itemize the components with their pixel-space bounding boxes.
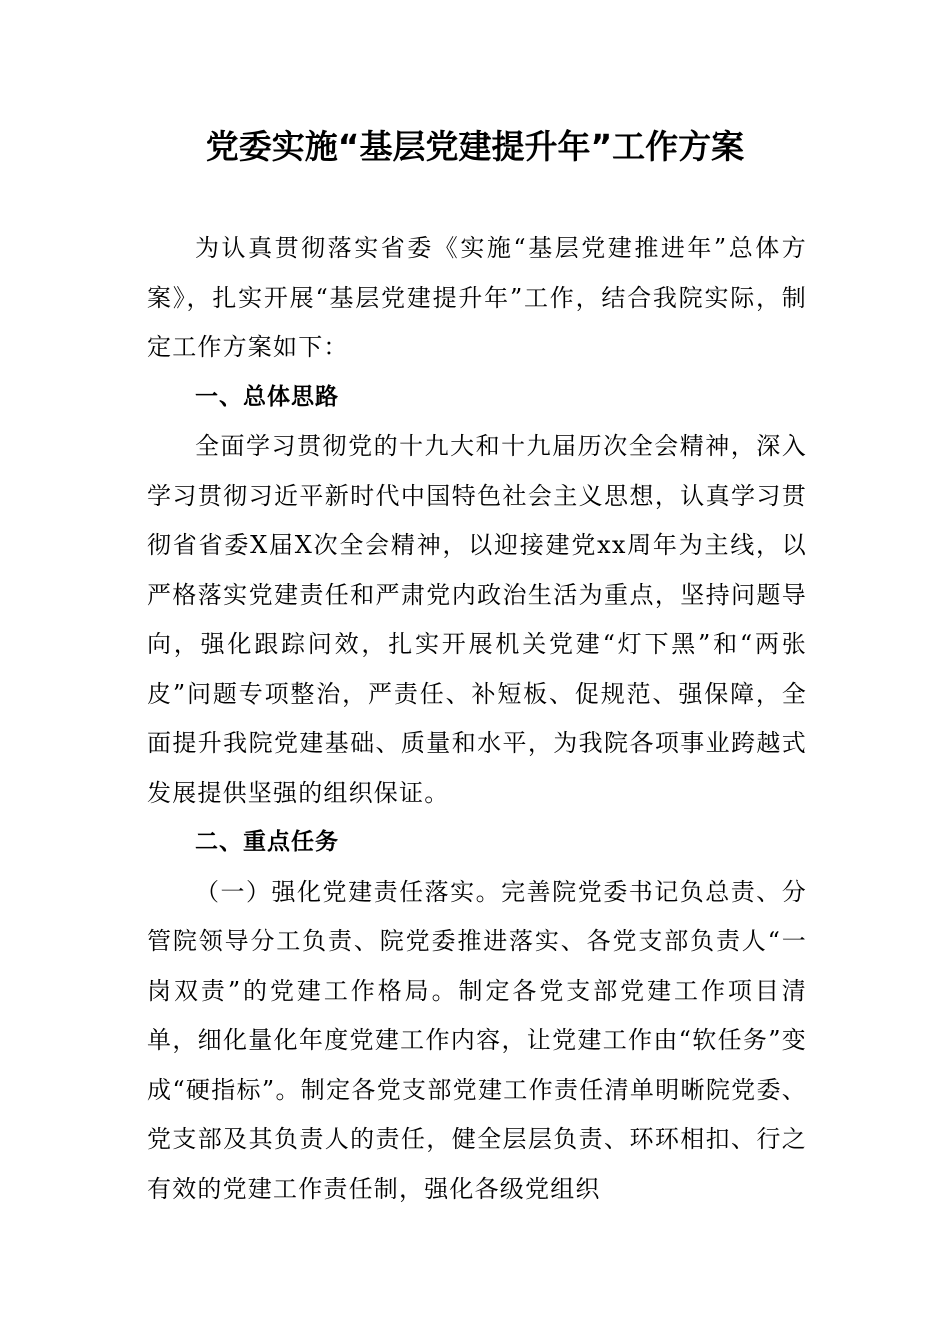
overall-approach-paragraph: 全面学习贯彻党的十九大和十九届历次全会精神，深入学习贯彻习近平新时代中国特色社会主义思想，认真学习贯彻省省委X届X次全会精神，以迎接建党xx周年为主线，以严格落实党建责任和严肃党内政治生活为重点，坚持问题导向，强化跟踪问效，扎实开展机关党建“灯下黑”和“两张皮”问题专项整治，严责任、补短板、促规范、强保障，全面提升我院党建基础、质量和水平，为我院各项事业跨越式发展提供坚强的组织保证。 [147,432,807,807]
section-heading-overall-approach: 一、总体思路 [195,383,339,410]
document-body [147,224,807,1214]
section-heading-key-tasks: 二、重点任务 [195,829,339,855]
document-title: 党委实施“基层党建提升年”工作方案 [205,127,745,166]
key-task-1-lead: （一）强化党建责任落实。 [195,877,502,906]
key-task-1-text: 完善院党委书记负总责、分管院领导分工负责、院党委推进落实、各党支部负责人“一岗双责”的党建工作格局。制定各党支部党建工作项目清单，细化量化年度党建工作内容，让党建工作由“软任务”变成“硬指标”。制定各党支部党建工作责任清单明晰院党委、党支部及其负责人的责任，健全层层负责、环环相扣、行之有效的党建工作责任制，强化各级党组织 [147,877,807,1203]
intro-paragraph: 为认真贯彻落实省委《实施“基层党建推进年”总体方案》，扎实开展“基层党建提升年”工作，结合我院实际，制定工作方案如下： [147,234,807,361]
key-task-1-paragraph [147,868,807,1215]
